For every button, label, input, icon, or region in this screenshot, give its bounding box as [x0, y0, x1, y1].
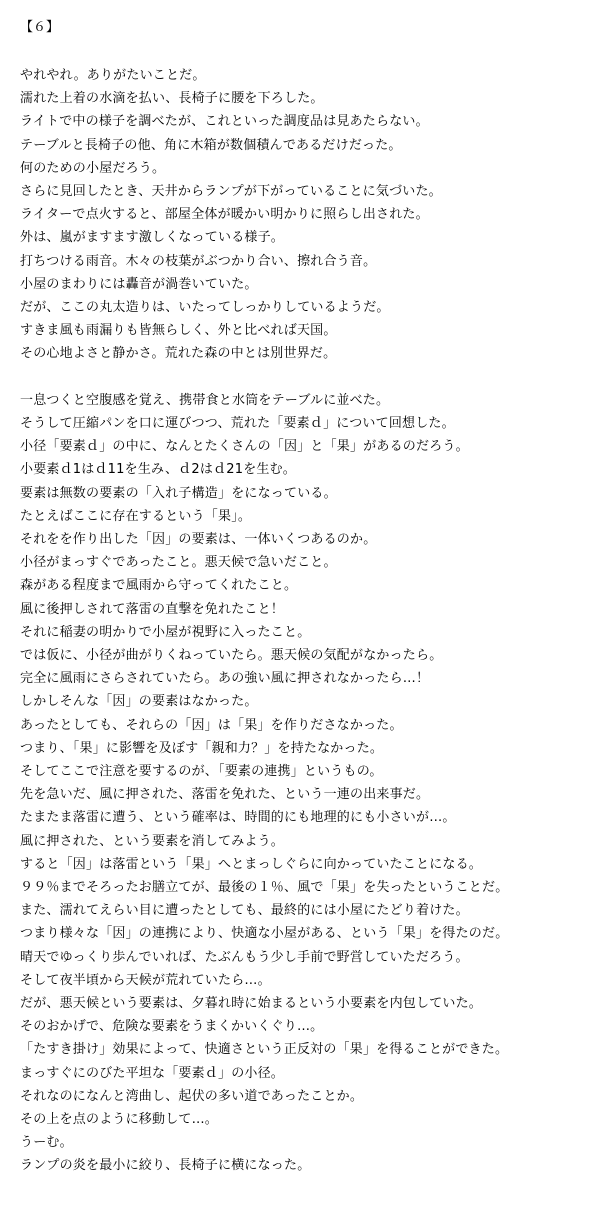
- text-line: さらに見回したとき、天井からランプが下がっていることに気づいた。: [20, 184, 442, 199]
- text-line: そうして圧縮パンを口に運びつつ、荒れた「要素ｄ」について回想した。: [20, 416, 455, 431]
- text-line: 小屋のまわりには轟音が渦巻いていた。: [20, 276, 258, 292]
- text-line: その上を点のように移動して…。: [20, 1112, 219, 1127]
- text-line: 晴天でゆっくり歩んでいれば、たぶんもう少し手前で野営していただろう。: [20, 949, 469, 965]
- text-line: だが、ここの丸太造りは、いたってしっかりしているようだ。: [20, 300, 390, 315]
- text-line: たまたま落雷に遭う、という確率は、時間的にも地理的にも小さいが…。: [20, 810, 456, 826]
- text-line: 「たすき掛け」効果によって、快適さという正反対の「果」を得ることができた。: [20, 1042, 509, 1058]
- text-line: 先を急いだ、風に押された、落雷を免れた、という一連の出来事だ。: [20, 787, 430, 803]
- text-line: ９９％までそろったお膳立てが、最後の１％、風で「果」を失ったということだ。: [20, 880, 509, 895]
- text-line: 濡れた上着の水滴を払い、長椅子に腰を下ろした。: [20, 91, 324, 107]
- text-line: 打ちつける雨音。木々の枝葉がぶつかり合い、擦れ合う音。: [20, 253, 377, 269]
- text-line: あったとしても、それらの「因」は「果」を作りださなかった。: [20, 717, 403, 733]
- text-line: では仮に、小径が曲がりくねっていたら。悪天候の気配がなかったら。: [20, 648, 443, 663]
- section-number: 【６】: [20, 20, 60, 35]
- text-line: すきま風も雨漏りも皆無らしく、外と比べれば天国。: [20, 323, 337, 339]
- text-line: そしてここで注意を要するのが、「要素の連携」というもの。: [20, 764, 383, 779]
- text-line: 小要素ｄ1はｄ11を生み、ｄ2はｄ21を生む。: [20, 462, 297, 478]
- text-line: また、濡れてえらい目に遭ったとしても、最終的には小屋にたどり着けた。: [20, 903, 469, 919]
- text-line: うーむ。: [20, 1135, 73, 1151]
- text-line: それに稲妻の明かりで小屋が視野に入ったこと。: [20, 624, 311, 640]
- text-line: つまり、「果」に影響を及ぼす「親和力？」を持たなかった。: [20, 740, 384, 756]
- text-line: それをを作り出した「因」の要素は、一体いくつあるのか。: [20, 532, 377, 547]
- text-line: だが、悪天候という要素は、夕暮れ時に始まるという小要素を内包していた。: [20, 996, 483, 1011]
- text-line: 一息つくと空腹感を覚え、携帯食と水筒をテーブルに並べた。: [20, 392, 390, 408]
- text-line: 風に後押しされて落雷の直撃を免れたこと！: [20, 601, 285, 617]
- text-line: ランプの炎を最小に絞り、長椅子に横になった。: [20, 1158, 311, 1174]
- text-line: ライターで点火すると、部屋全体が暖かい明かりに照らし出された。: [20, 207, 429, 223]
- text-line: そのおかげで、危険な要素をうまくかいくぐり…。: [20, 1019, 324, 1035]
- text-line: 森がある程度まで風雨から守ってくれたこと。: [20, 578, 298, 594]
- text-line: そして夜半頃から天候が荒れていたら…。: [20, 972, 271, 988]
- text-line: しかしそんな「因」の要素はなかった。: [20, 694, 258, 710]
- text-line: すると「因」は落雷という「果」へとまっしぐらに向かっていたことになる。: [20, 856, 483, 872]
- text-line: 要素は無数の要素の「入れ子構造」をになっている。: [20, 485, 337, 501]
- text-line: 外は、嵐がますます激しくなっている様子。: [20, 230, 285, 246]
- text-line: その心地よさと静かさ。荒れた森の中とは別世界だ。: [20, 346, 337, 362]
- text-line: つまり様々な「因」の連携により、快適な小屋がある、という「果」を得たのだ。: [20, 926, 509, 942]
- text-line: 小径がまっすぐであったこと。悪天候で急いだこと。: [20, 555, 337, 571]
- text-line: やれやれ。ありがたいことだ。: [20, 68, 206, 83]
- text-line: 完全に風雨にさらされていたら。あの強い風に押されなかったら…！: [20, 671, 430, 687]
- text-line: たとえばここに存在するという「果」。: [20, 508, 252, 524]
- text-line: ライトで中の様子を調べたが、これといった調度品は見あたらない。: [20, 114, 429, 130]
- text-line: それなのになんと湾曲し、起伏の多い道であったことか。: [20, 1088, 364, 1104]
- text-line: 小径「要素ｄ」の中に、なんとたくさんの「因」と「果」があるのだろう。: [20, 439, 469, 455]
- text-line: 何のための小屋だろう。: [20, 160, 166, 176]
- text-line: テーブルと長椅子の他、角に木箱が数個積んであるだけだった。: [20, 137, 402, 153]
- text-line: 風に押された、という要素を消してみよう。: [20, 833, 285, 849]
- text-line: まっすぐにのびた平坦な「要素ｄ」の小径。: [20, 1065, 285, 1081]
